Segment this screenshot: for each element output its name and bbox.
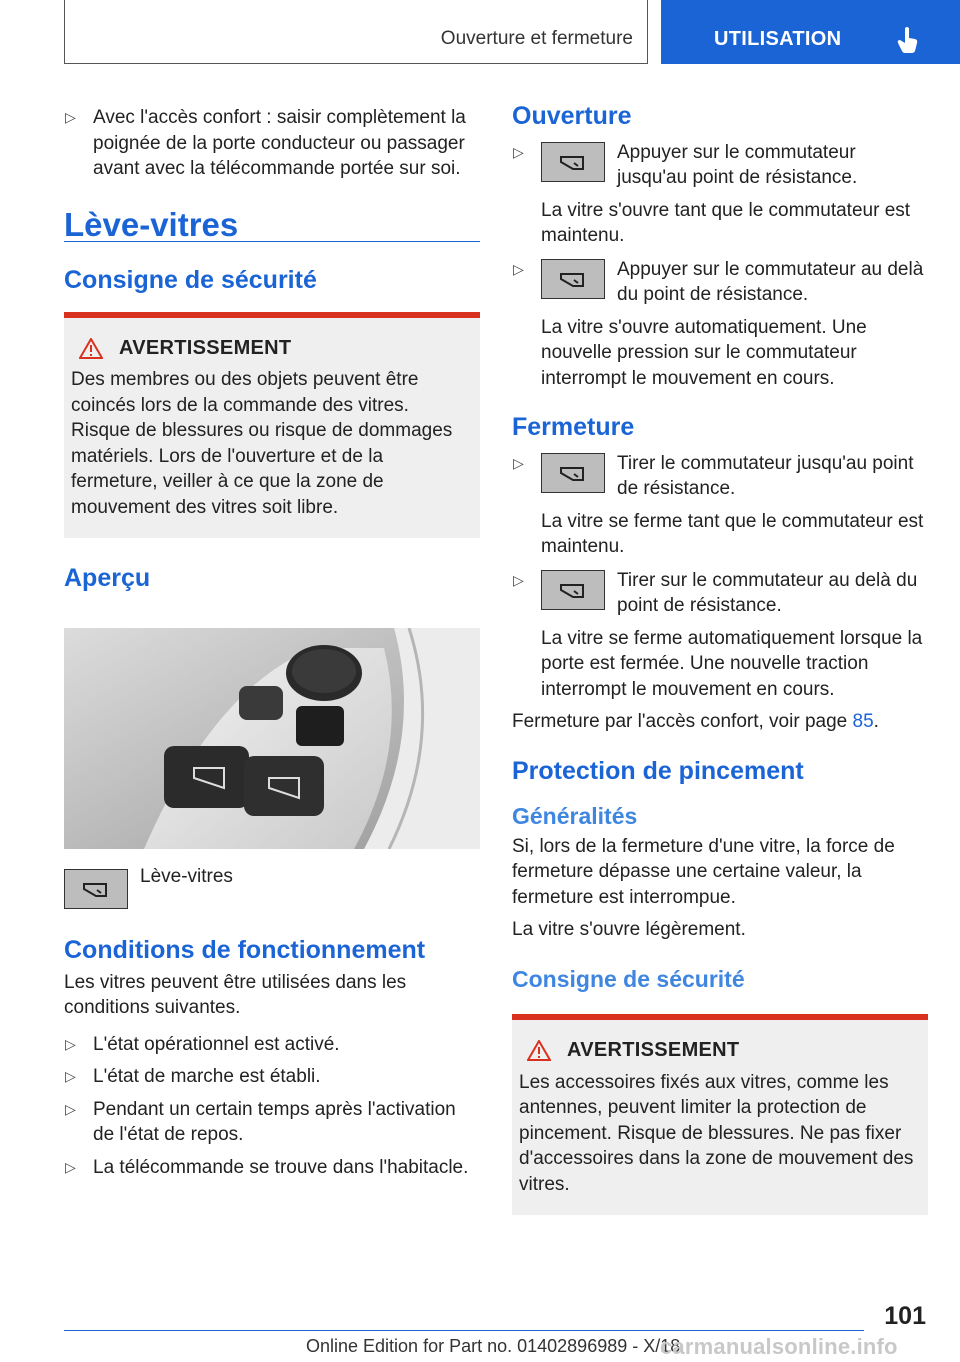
edition-text: Online Edition for Part no. 01402896989 - X/18 <box>306 1336 681 1356</box>
page-link[interactable]: 85 <box>852 711 874 732</box>
general-heading: Généralités <box>512 803 638 829</box>
conditions-heading: Conditions de fonctionnement <box>64 936 426 964</box>
triangle-bullet-icon: ▷ <box>513 571 524 588</box>
left-column <box>64 105 480 592</box>
step-result: La vitre se ferme automatiquement lorsque la porte est fermée. Une nouvelle traction interrompt le mouvement en cours. <box>541 627 923 700</box>
triangle-bullet-icon: ▷ <box>65 1158 76 1175</box>
step-result: La vitre s'ouvre tant que le commutateur est maintenu. <box>541 199 911 246</box>
right-column <box>512 104 928 1215</box>
comfort-access-note: Fermeture par l'accès confort, voir page 85. <box>512 711 879 732</box>
safety-heading-right: Consigne de sécurité <box>512 965 745 992</box>
window-switch-photo <box>64 628 480 849</box>
warning-text: Les accessoires fixés aux vitres, comme les antennes, peuvent limiter la protection de pincement. Risque de blessures. Ne pas fixer d'accessoires dans la zone de mouvement des vitres. <box>519 1071 914 1195</box>
step-text: Tirer sur le commutateur au delà du point de résistance. <box>617 569 918 616</box>
warning-box-2 <box>512 1014 928 1215</box>
conditions-intro: Les vitres peuvent être utilisées dans les conditions suivantes. <box>64 971 407 1018</box>
list-item <box>64 1155 480 1181</box>
step-text: Appuyer sur le commutateur jusqu'au point de résistance. <box>617 141 858 188</box>
closing-step-2 <box>512 568 928 619</box>
legend-row <box>64 869 128 914</box>
warning-triangle-icon <box>527 1040 551 1061</box>
opening-heading: Ouverture <box>512 102 632 130</box>
overview-heading: Aperçu <box>64 564 151 592</box>
page-title: Lève-vitres <box>64 205 239 243</box>
condition-text: L'état opérationnel est activé. <box>93 1033 340 1055</box>
triangle-bullet-icon: ▷ <box>65 109 76 125</box>
warning-text: Des membres ou des objets peuvent être coincés lors de la commande des vitres. Risque de blessures ou risque de dommages matériels. Lors de l'ouverture et de la fermeture, veiller à ce que la zone de mouvement des vitres soit libre. <box>71 369 453 518</box>
h1-block <box>64 205 480 243</box>
comfort-text: Fermeture par l'accès confort, voir page <box>512 711 848 732</box>
window-switch-icon <box>64 869 128 909</box>
condition-text: L'état de marche est établi. <box>93 1066 321 1087</box>
pinch-heading: Protection de pincement <box>512 756 804 785</box>
triangle-bullet-icon: ▷ <box>65 1100 76 1117</box>
intro-item-text: Avec l'accès confort : saisir complètement la poignée de la porte conducteur ou passager avant avec la télécommande portée sur soi. <box>93 107 466 179</box>
condition-text: La télécommande se trouve dans l'habitacle. <box>93 1156 469 1178</box>
general-text-2: La vitre s'ouvre légèrement. <box>512 919 746 940</box>
triangle-bullet-icon: ▷ <box>65 1068 76 1084</box>
general-text: Si, lors de la fermeture d'une vitre, la force de fermeture dépasse une certaine valeur, la fermeture est interrompue. <box>512 835 895 908</box>
watermark: carmanualsonline.info <box>660 1334 898 1359</box>
list-item <box>64 1097 480 1148</box>
page-number: 101 <box>884 1302 926 1330</box>
safety-heading-left: Consigne de sécurité <box>64 266 317 294</box>
list-item <box>64 1064 480 1090</box>
step-result: La vitre s'ouvre automatiquement. Une nouvelle pression sur le commutateur interrompt le mouvement en cours. <box>541 316 867 389</box>
conditions-section <box>64 938 480 1180</box>
hand-pointer-icon <box>897 26 919 54</box>
closing-heading: Fermeture <box>512 413 635 441</box>
window-switch-icon <box>541 142 605 182</box>
list-item <box>64 1032 480 1058</box>
header-chapter-title: UTILISATION <box>714 28 842 50</box>
header-section-title: Ouverture et fermeture <box>440 28 633 49</box>
warning-title-row <box>519 1038 921 1064</box>
warning-title: AVERTISSEMENT <box>567 1039 740 1061</box>
header-chapter-tab[interactable] <box>661 0 960 64</box>
opening-step-2 <box>512 257 928 308</box>
condition-text: Pendant un certain temps après l'activation de l'état de repos. <box>93 1098 456 1145</box>
step-text: Appuyer sur le commutateur au delà du point de résistance. <box>617 258 924 305</box>
step-text: Tirer le commutateur jusqu'au point de résistance. <box>617 452 914 499</box>
warning-box-1 <box>64 312 480 539</box>
opening-step-1 <box>512 140 928 191</box>
window-switch-icon <box>541 453 605 493</box>
footer-rule <box>64 1330 864 1331</box>
list-item <box>64 105 480 182</box>
header-section-box <box>64 0 648 64</box>
legend-label: Lève-vitres <box>140 866 233 887</box>
closing-step-1 <box>512 451 928 502</box>
triangle-bullet-icon: ▷ <box>513 260 524 277</box>
warning-title: AVERTISSEMENT <box>119 336 292 359</box>
window-switch-icon <box>541 570 605 610</box>
window-switch-icon <box>541 259 605 299</box>
step-result: La vitre se ferme tant que le commutateur est maintenu. <box>541 510 924 557</box>
triangle-bullet-icon: ▷ <box>513 143 524 160</box>
triangle-bullet-icon: ▷ <box>65 1035 76 1052</box>
triangle-bullet-icon: ▷ <box>513 454 524 471</box>
warning-triangle-icon <box>79 338 103 359</box>
warning-title-row <box>71 336 473 362</box>
